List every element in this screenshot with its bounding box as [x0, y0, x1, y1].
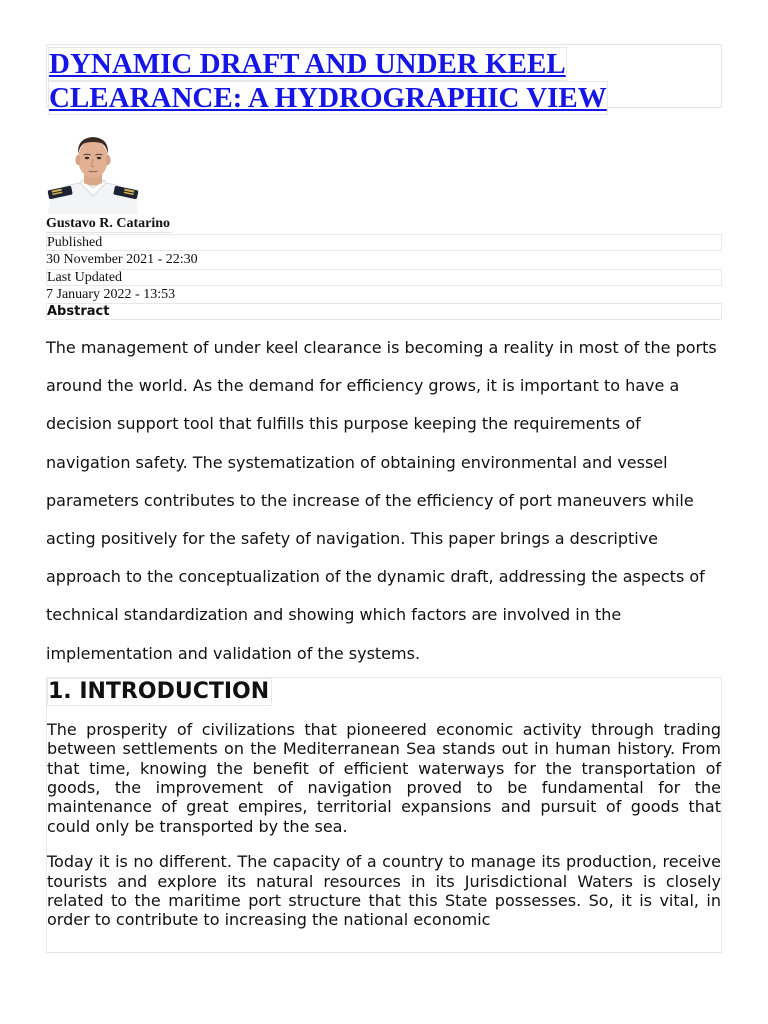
- article-meta: [46, 214, 722, 320]
- article-title-link[interactable]: DYNAMIC DRAFT AND UNDER KEEL CLEARANCE: A HYDROGRAPHIC VIEW: [49, 48, 607, 114]
- intro-paragraph-2: Today it is no different. The capacity of a country to manage its production, receive tourists and explore its natural resources in its Jurisdictional Waters is closely related to the maritime port structure that this State possesses. So, it is vital, in order to contribute to increasing the national economic: [47, 852, 721, 930]
- author-name: Gustavo R. Catarino: [46, 216, 171, 231]
- title-container: [46, 44, 722, 114]
- intro-paragraph-1: The prosperity of civilizations that pioneered economic activity through trading between settlements on the Mediterranean Sea stands out in human history. From that time, knowing the benefit of efficient waterways for the transportation of goods, the improvement of navigation proved to be fundamental for the maintenance of great empires, territorial expansions and pursuit of goods that could only be transported by the sea.: [47, 719, 721, 836]
- updated-date: 7 January 2022 - 13:53: [46, 287, 176, 302]
- author-portrait-image: [46, 128, 140, 214]
- published-label: Published: [46, 234, 722, 251]
- section-heading: 1. INTRODUCTION: [47, 678, 272, 706]
- article-page: [46, 44, 722, 953]
- abstract-label: Abstract: [46, 303, 722, 320]
- updated-label: Last Updated: [46, 269, 722, 286]
- published-date: 30 November 2021 - 22:30: [46, 252, 198, 267]
- author-photo: [46, 128, 140, 214]
- abstract-text: The management of under keel clearance is becoming a reality in most of the ports around the world. As the demand for efficiency grows, it is important to have a decision support tool that fulfills this purpose keeping the requirements of navigation safety. The systematization of obtaining environmental and vessel parameters contributes to the increase of the efficiency of port maneuvers while acting positively for the safety of navigation. This paper brings a descriptive approach to the conceptualization of the dynamic draft, addressing the aspects of technical standardization and showing which factors are involved in the implementation and validation of the systems.: [46, 338, 717, 663]
- introduction-section: [46, 677, 722, 953]
